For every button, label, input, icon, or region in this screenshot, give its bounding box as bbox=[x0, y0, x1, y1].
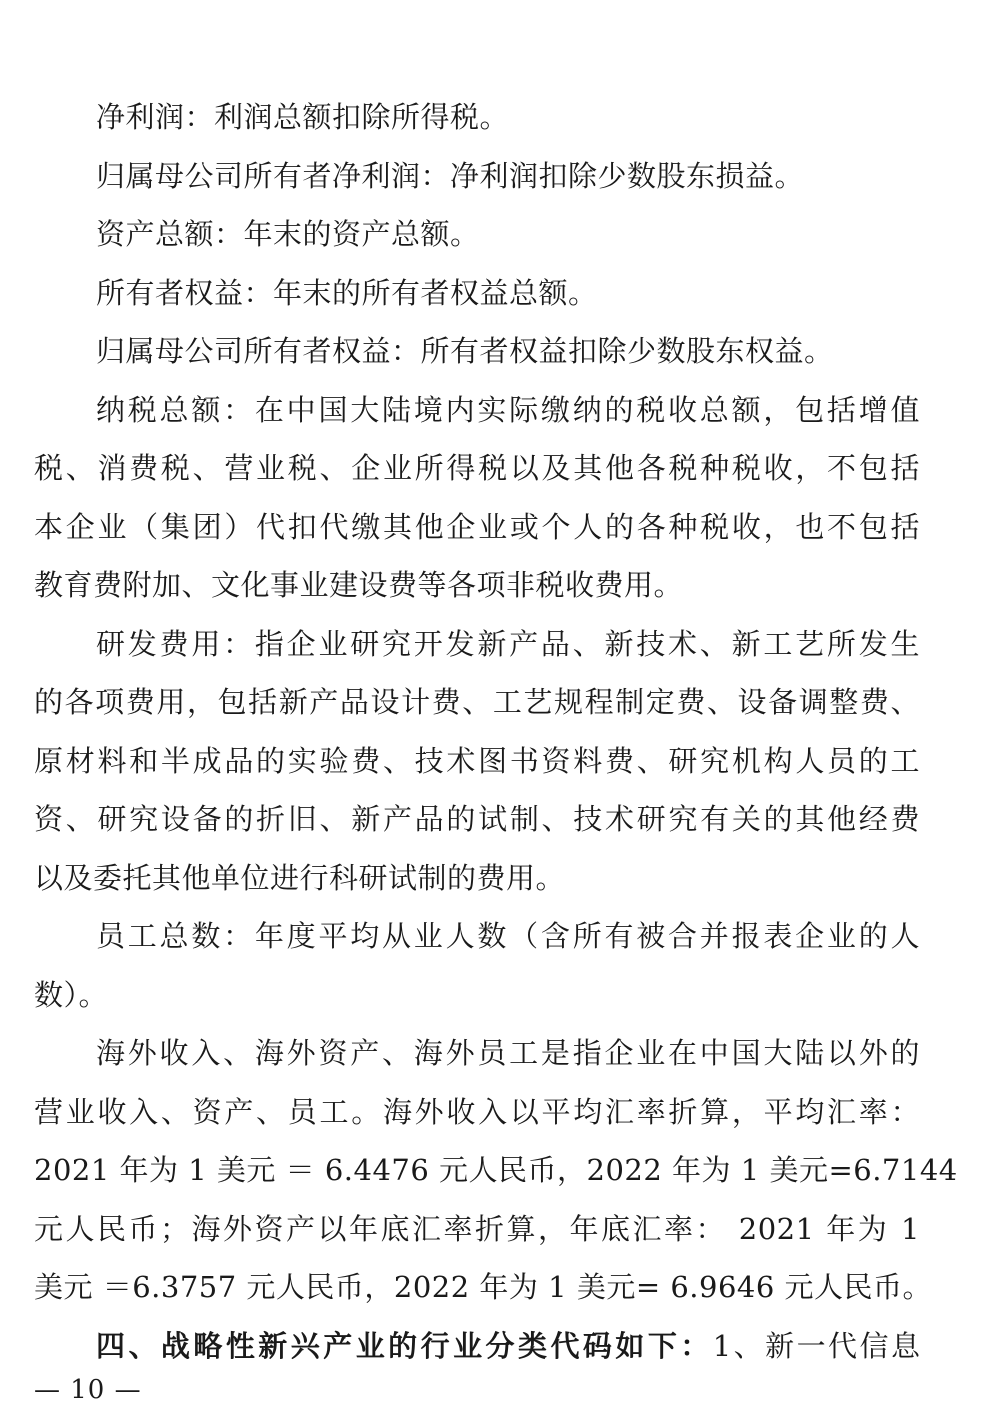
paragraph-total-assets: 资产总额：年末的资产总额。 bbox=[96, 217, 480, 251]
section-heading-title: 四、战略性新兴产业的行业分类代码如下： bbox=[96, 1328, 713, 1363]
paragraph-line: 美元 ＝6.3757 元人民币，2022 年为 1 美元= 6.9646 元人民币。 bbox=[34, 1270, 933, 1304]
paragraph-line: 原材料和半成品的实验费、技术图书资料费、研究机构人员的工 bbox=[34, 743, 920, 778]
paragraph-line: 资、研究设备的折旧、新产品的试制、技术研究有关的其他经费 bbox=[34, 802, 920, 836]
paragraph-line: 数）。 bbox=[34, 977, 109, 1012]
paragraph-employees bbox=[34, 907, 920, 1024]
paragraph-line: 2021 年为 1 美元 ＝ 6.4476 元人民币，2022 年为 1 美元=6.7144 bbox=[34, 1153, 958, 1187]
paragraph-line: 员工总数：年度平均从业人数（含所有被合并报表企业的人 bbox=[96, 919, 920, 953]
paragraph-net-profit: 净利润：利润总额扣除所得税。 bbox=[96, 100, 510, 134]
paragraph-parent-equity: 归属母公司所有者权益：所有者权益扣除少数股东权益。 bbox=[96, 334, 834, 368]
paragraph-line: 本企业（集团）代扣代缴其他企业或个人的各种税收，也不包括 bbox=[34, 509, 920, 544]
paragraph-total-tax bbox=[34, 381, 920, 615]
paragraph-line: 纳税总额：在中国大陆境内实际缴纳的税收总额，包括增值 bbox=[96, 392, 920, 427]
paragraph-owner-equity: 所有者权益：年末的所有者权益总额。 bbox=[96, 275, 598, 310]
paragraph-line: 以及委托其他单位进行科研试制的费用。 bbox=[34, 860, 566, 895]
paragraph-line: 元人民币；海外资产以年底汇率折算，年底汇率： 2021 年为 1 bbox=[34, 1211, 920, 1246]
section-heading-strategic-industries bbox=[34, 1317, 920, 1376]
paragraph-line: 教育费附加、文化事业建设费等各项非税收费用。 bbox=[34, 568, 684, 602]
paragraph-overseas bbox=[34, 1024, 958, 1317]
paragraph-line: 营业收入、资产、员工。海外收入以平均汇率折算，平均汇率： bbox=[34, 1094, 920, 1129]
paragraph-line: 的各项费用，包括新产品设计费、工艺规程制定费、设备调整费、 bbox=[34, 685, 920, 719]
paragraph-line: 海外收入、海外资产、海外员工是指企业在中国大陆以外的 bbox=[96, 1036, 920, 1070]
document-body bbox=[34, 88, 958, 1375]
paragraph-line: 研发费用：指企业研究开发新产品、新技术、新工艺所发生 bbox=[96, 626, 920, 661]
paragraph-line: 税、消费税、营业税、企业所得税以及其他各税种税收，不包括 bbox=[34, 451, 920, 485]
paragraph-parent-net-profit: 归属母公司所有者净利润：净利润扣除少数股东损益。 bbox=[96, 158, 805, 193]
paragraph-rd-expense bbox=[34, 615, 920, 908]
page-number: — 10 — bbox=[34, 1375, 142, 1405]
section-heading-continuation: 1、新一代信息 bbox=[712, 1328, 920, 1363]
